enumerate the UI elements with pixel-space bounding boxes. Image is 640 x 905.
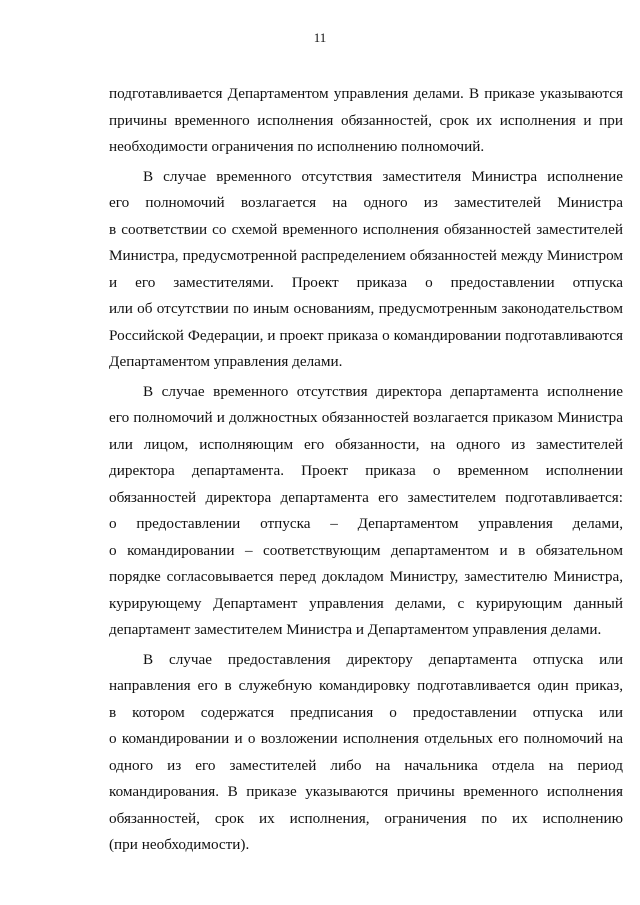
text-line: необходимости ограничения по исполнению полномочий. bbox=[109, 138, 485, 155]
text-line: о предоставлении отпуска – Департаментом управления делами, bbox=[109, 515, 623, 532]
text-line: и его заместителями. Проект приказа о предоставлении отпуска bbox=[109, 273, 623, 291]
document-body bbox=[109, 81, 623, 859]
text-line: его полномочий возлагается на одного из заместителей Министра bbox=[109, 194, 623, 211]
text-line: (при необходимости). bbox=[109, 836, 250, 853]
text-line: обязанностей директора департамента его заместителем подготавливается: bbox=[109, 488, 623, 506]
text-line: о командировании и о возложении исполнения отдельных его полномочий на bbox=[109, 730, 623, 747]
text-line: порядке согласовывается перед докладом Министру, заместителю Министра, bbox=[109, 568, 623, 585]
text-line: департамент заместителем Министра и Департаментом управления делами. bbox=[109, 621, 602, 638]
paragraph-4 bbox=[109, 647, 623, 859]
text-line: обязанностей, срок их исполнения, ограничения по их исполнению bbox=[109, 809, 623, 827]
text-line: причины временного исполнения обязанностей, срок их исполнения и при bbox=[109, 111, 623, 129]
text-line: Министра, предусмотренной распределением обязанностей между Министром bbox=[109, 247, 623, 264]
paragraph-3 bbox=[109, 379, 623, 644]
text-line: его полномочий и должностных обязанностей возлагается приказом Министра bbox=[109, 409, 623, 426]
paragraph-2 bbox=[109, 164, 623, 376]
text-line: направления его в служебную командировку подготавливается один приказ, bbox=[109, 677, 623, 694]
text-line: или лицом, исполняющим его обязанности, на одного из заместителей bbox=[109, 435, 623, 453]
text-line: директора департамента. Проект приказа о временном исполнении bbox=[109, 462, 623, 479]
text-line: в котором содержатся предписания о предоставлении отпуска или bbox=[109, 703, 623, 721]
page-number: 11 bbox=[313, 30, 327, 45]
text-line: одного из его заместителей либо на начальника отдела на период bbox=[109, 756, 623, 774]
text-line: Российской Федерации, и проект приказа о командировании подготавливаются bbox=[109, 326, 623, 344]
text-line: В случае временного отсутствия заместителя Министра исполнение bbox=[143, 167, 623, 185]
paragraph-1 bbox=[109, 81, 623, 161]
text-line: курирующему Департамент управления делами, с курирующим данный bbox=[109, 594, 623, 612]
text-line: Департаментом управления делами. bbox=[109, 353, 343, 370]
text-line: подготавливается Департаментом управления делами. В приказе указываются bbox=[109, 85, 623, 102]
text-line: В случае предоставления директору департамента отпуска или bbox=[143, 650, 623, 668]
text-line: или об отсутствии по иным основаниям, предусмотренным законодательством bbox=[109, 300, 623, 317]
text-line: о командировании – соответствующим департаментом и в обязательном bbox=[109, 541, 623, 559]
text-line: в соответствии со схемой временного исполнения обязанностей заместителей bbox=[109, 220, 623, 238]
text-line: командирования. В приказе указываются причины временного исполнения bbox=[109, 783, 623, 800]
text-line: В случае временного отсутствия директора департамента исполнение bbox=[143, 382, 623, 400]
